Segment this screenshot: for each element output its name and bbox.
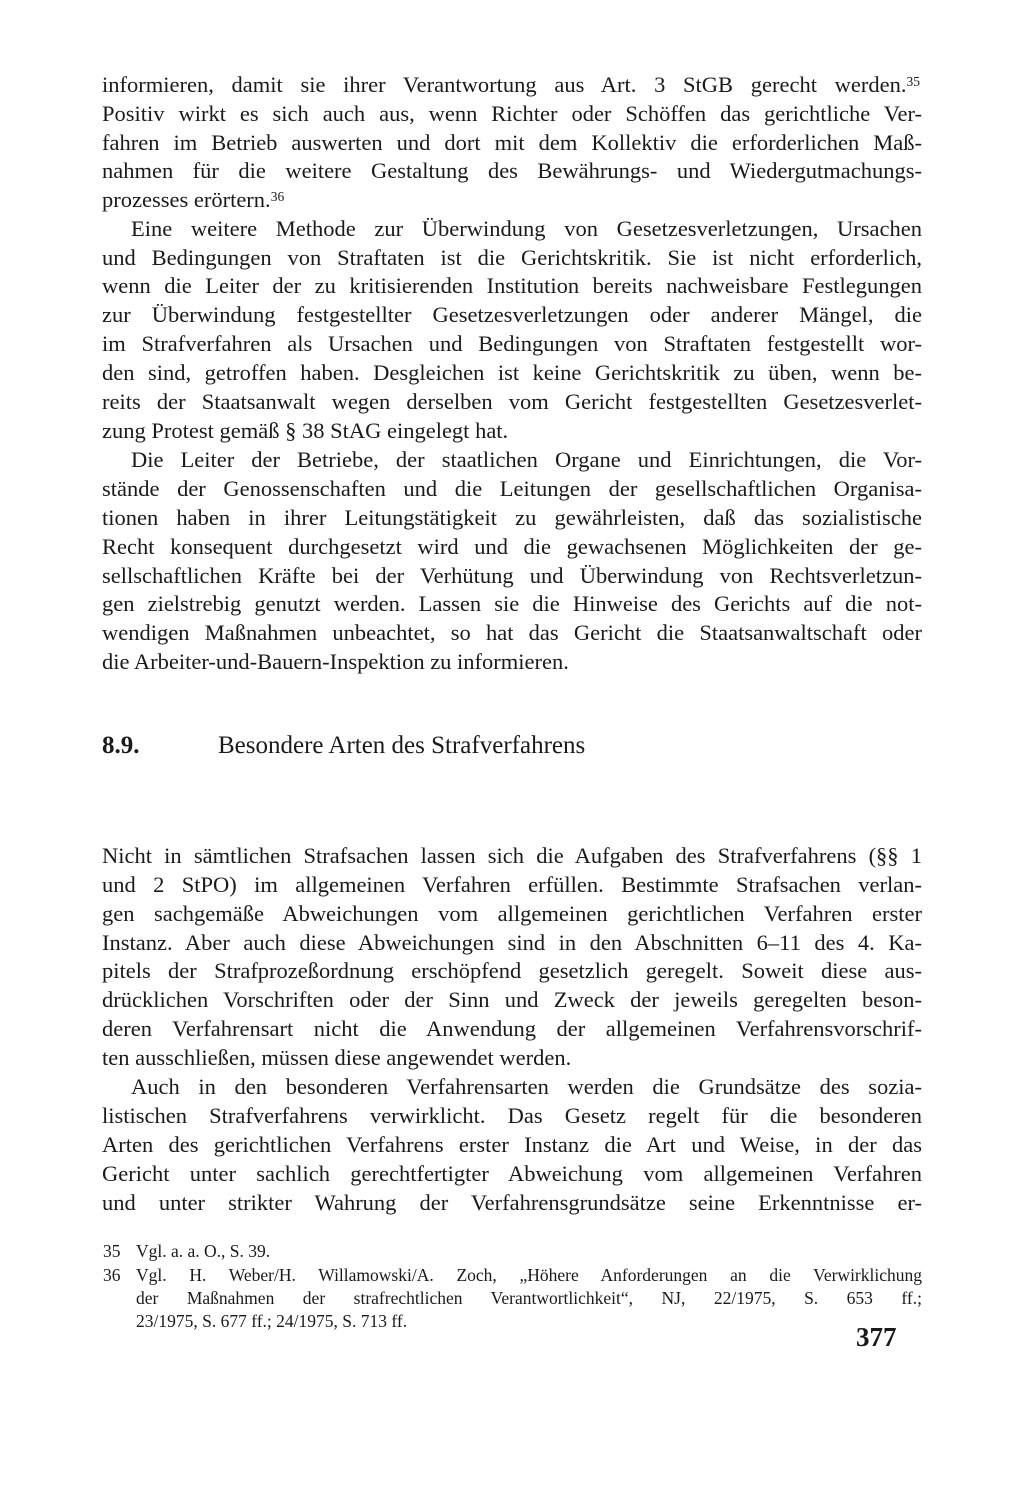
text-line: und unter strikter Wahrung der Verfahrensgrundsätze seine Erkenntnisse er- xyxy=(102,1190,922,1215)
text-line: reits der Staatsanwalt wegen derselben vom Gericht festgestellten Gesetzesverlet- xyxy=(102,389,922,414)
text-line: Arten des gerichtlichen Verfahrens erster Instanz die Art und Weise, in der das xyxy=(102,1132,922,1157)
text-line: Nicht in sämtlichen Strafsachen lassen sich die Aufgaben des Strafverfahrens (§§ 1 xyxy=(102,843,922,868)
text-line: im Strafverfahren als Ursachen und Bedingungen von Straftaten festgestellt wor- xyxy=(102,331,922,356)
text-line: listischen Strafverfahrens verwirklicht. Das Gesetz regelt für die besonderen xyxy=(102,1103,922,1128)
section-title: Besondere Arten des Strafverfahrens xyxy=(218,732,586,759)
text-line: Gericht unter sachlich gerechtfertigter Abweichung vom allgemeinen Verfahren xyxy=(102,1161,922,1186)
page-number: 377 xyxy=(856,1322,897,1352)
text-line: Auch in den besonderen Verfahrensarten werden die Grundsätze des sozia- xyxy=(131,1074,922,1099)
text-line: zung Protest gemäß § 38 StAG eingelegt hat. xyxy=(102,418,509,443)
footnote-ref: 35 xyxy=(906,73,920,89)
text-line: drücklichen Vorschriften oder der Sinn und Zweck der jeweils geregelten beson- xyxy=(102,987,922,1012)
text-line: deren Verfahrensart nicht die Anwendung der allgemeinen Verfahrensvorschrif- xyxy=(102,1016,922,1041)
text-line: den sind, getroffen haben. Desgleichen ist keine Gerichtskritik zu üben, wenn be- xyxy=(102,360,922,385)
footnote-text: Vgl. H. Weber/H. Willamowski/A. Zoch, „Höhere Anforderungen an die Verwirklichung xyxy=(136,1265,922,1285)
text-line: nahmen für die weitere Gestaltung des Bewährungs- und Wiedergutmachungs- xyxy=(102,158,922,183)
text-line: informieren, damit sie ihrer Verantwortung aus Art. 3 StGB gerecht werden.$^{35}$ xyxy=(102,72,920,97)
section-number: 8.9. xyxy=(102,732,140,759)
text-line: gen sachgemäße Abweichungen vom allgemeinen gerichtlichen Verfahren erster xyxy=(102,901,922,926)
footnote-text: Vgl. a. a. O., S. 39. xyxy=(136,1241,271,1261)
text-line: ten ausschließen, müssen diese angewendet werden. xyxy=(102,1045,572,1070)
text-line: gen zielstrebig genutzt werden. Lassen sie die Hinweise des Gerichts auf die not- xyxy=(102,591,922,616)
text-line: prozesses erörtern.$^{36}$ xyxy=(102,187,285,212)
text-line: Instanz. Aber auch diese Abweichungen sind in den Abschnitten 6–11 des 4. Ka- xyxy=(102,930,922,955)
text-line: sellschaftlichen Kräfte bei der Verhütung und Überwindung von Rechtsverletzun- xyxy=(102,563,922,588)
text-line: fahren im Betrieb auswerten und dort mit dem Kollektiv die erforderlichen Maß- xyxy=(102,130,922,155)
text-line: Die Leiter der Betriebe, der staatlichen Organe und Einrichtungen, die Vor- xyxy=(131,447,922,472)
footnote-number: 35 xyxy=(103,1241,121,1261)
text-line: Recht konsequent durchgesetzt wird und die gewachsenen Möglichkeiten der ge- xyxy=(102,534,922,559)
footnote-text: 23/1975, S. 677 ff.; 24/1975, S. 713 ff. xyxy=(136,1311,408,1331)
text-line: pitels der Strafprozeßordnung erschöpfend gesetzlich geregelt. Soweit diese aus- xyxy=(102,958,922,983)
text-line: tionen haben in ihrer Leitungstätigkeit zu gewährleisten, daß das sozialistische xyxy=(102,505,922,530)
text-line: wendigen Maßnahmen unbeachtet, so hat das Gericht die Staatsanwaltschaft oder xyxy=(102,620,922,645)
text-line: Positiv wirkt es sich auch aus, wenn Richter oder Schöffen das gerichtliche Ver- xyxy=(102,101,922,126)
text-line: die Arbeiter-und-Bauern-Inspektion zu informieren. xyxy=(102,649,569,674)
footnote-text: der Maßnahmen der strafrechtlichen Verantwortlichkeit“, NJ, 22/1975, S. 653 ff.; xyxy=(136,1288,922,1308)
footnote-number: 36 xyxy=(103,1265,121,1285)
text-line: wenn die Leiter der zu kritisierenden Institution bereits nachweisbare Festlegungen xyxy=(102,273,922,298)
footnote-ref: 36 xyxy=(270,188,285,204)
text-line: Eine weitere Methode zur Überwindung von Gesetzesverletzungen, Ursachen xyxy=(131,216,922,241)
text-line: zur Überwindung festgestellter Gesetzesverletzungen oder anderer Mängel, die xyxy=(102,302,922,327)
text-line: stände der Genossenschaften und die Leitungen der gesellschaftlichen Organisa- xyxy=(102,476,922,501)
text-line: und 2 StPO) im allgemeinen Verfahren erfüllen. Bestimmte Strafsachen verlan- xyxy=(102,872,922,897)
text-line: und Bedingungen von Straftaten ist die Gerichtskritik. Sie ist nicht erforderlich, xyxy=(102,245,922,270)
